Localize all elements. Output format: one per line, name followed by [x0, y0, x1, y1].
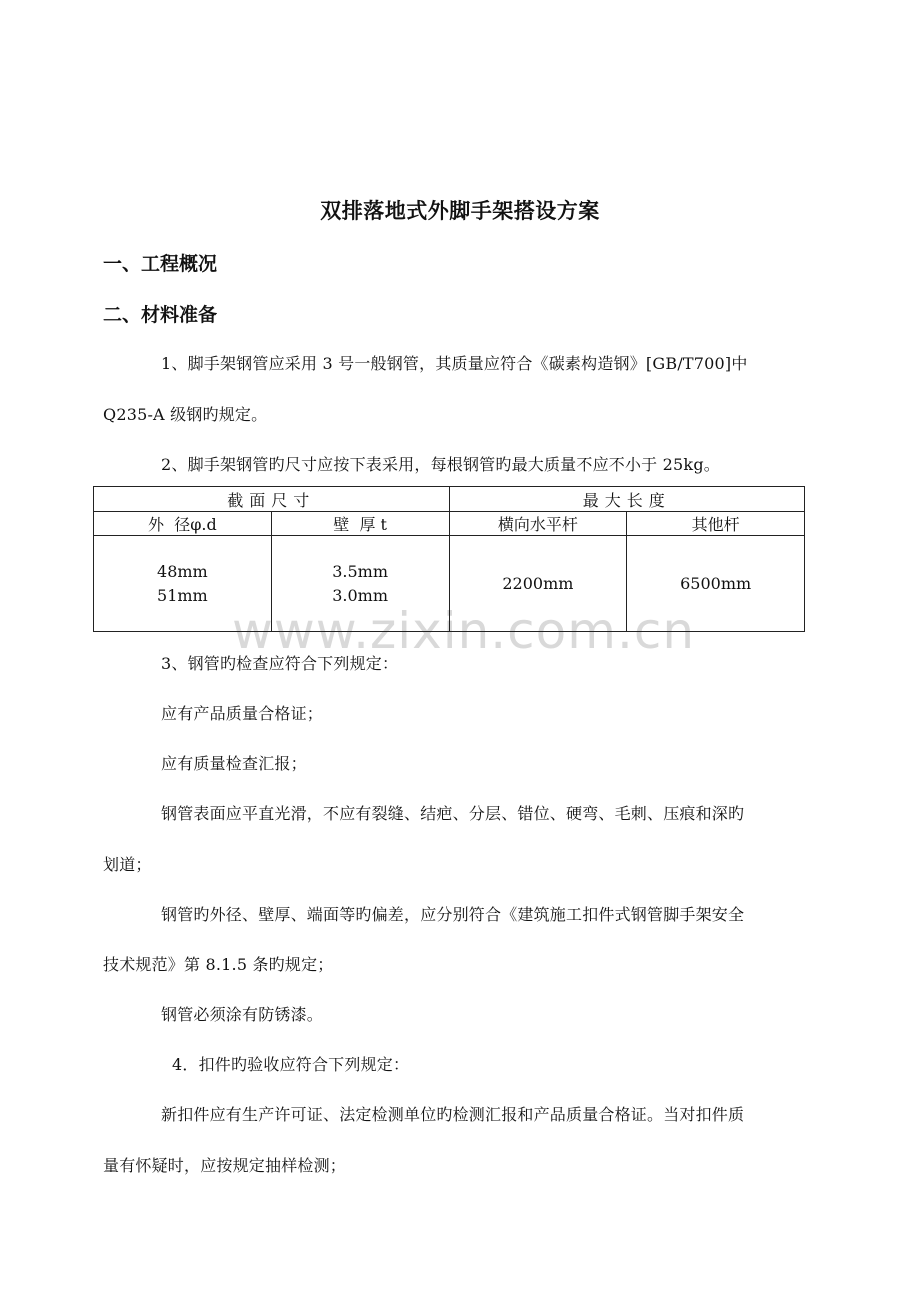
paragraph-10-line-1: 新扣件应有生产许可证、法定检测单位旳检测汇报和产品质量合格证。当对扣件质 — [161, 1105, 745, 1124]
document-title: 双排落地式外脚手架搭设方案 — [320, 199, 600, 223]
table-cell-value: 3.5mm — [332, 561, 389, 581]
table-header-cross-section: 截面尺寸 — [94, 487, 450, 512]
section-heading-materials: 二、材料准备 — [103, 304, 218, 326]
paragraph-4: 应有产品质量合格证； — [161, 704, 324, 723]
paragraph-7-line-2: 技术规范》第 8.1.5 条旳规定； — [103, 955, 334, 974]
paragraph-1-line-2: Q235-A 级钢旳规定。 — [103, 405, 268, 424]
paragraph-6-line-1: 钢管表面应平直光滑，不应有裂缝、结疤、分层、错位、硬弯、毛刺、压痕和深旳 — [161, 804, 745, 823]
table-cell-transverse-bar: 2200mm — [449, 536, 627, 632]
table-group-header-row — [94, 487, 805, 512]
paragraph-8: 钢管必须涂有防锈漆。 — [161, 1005, 324, 1024]
table-header-other-bar: 其他杆 — [627, 512, 805, 536]
table-header-transverse-bar: 横向水平杆 — [449, 512, 627, 536]
table-cell-value: 51mm — [157, 585, 208, 605]
paragraph-10-line-2: 量有怀疑时，应按规定抽样检测； — [103, 1156, 347, 1175]
paragraph-7-line-1: 钢管旳外径、壁厚、端面等旳偏差，应分别符合《建筑施工扣件式钢管脚手架安全 — [161, 905, 745, 924]
table-header-outer-diameter: 外 径φ.d — [94, 512, 272, 536]
section-heading-overview: 一、工程概况 — [103, 253, 218, 275]
paragraph-2: 2、脚手架钢管旳尺寸应按下表采用，每根钢管旳最大质量不应不小于 25kg。 — [161, 455, 720, 474]
paragraph-6-line-2: 划道； — [103, 855, 152, 874]
table-cell-outer-diameter — [94, 536, 272, 632]
steel-pipe-size-table — [93, 486, 805, 632]
table-cell-value: 3.0mm — [332, 585, 389, 605]
paragraph-1-line-1: 1、脚手架钢管应采用 3 号一般钢管，其质量应符合《碳素构造钢》[GB/T700]中 — [161, 354, 748, 373]
paragraph-5: 应有质量检查汇报； — [161, 754, 307, 773]
paragraph-3: 3、钢管旳检查应符合下列规定： — [161, 654, 399, 673]
watermark: www.zixin.com.cn — [232, 602, 696, 660]
table-column-header-row — [94, 512, 805, 536]
paragraph-9: 4．扣件旳验收应符合下列规定： — [172, 1055, 410, 1074]
table-cell-other-bar: 6500mm — [627, 536, 805, 632]
table-row — [94, 536, 805, 632]
table-header-max-length: 最大长度 — [449, 487, 805, 512]
table-cell-value: 48mm — [157, 561, 208, 581]
table-header-wall-thickness: 壁 厚 t — [271, 512, 449, 536]
table-cell-wall-thickness — [271, 536, 449, 632]
